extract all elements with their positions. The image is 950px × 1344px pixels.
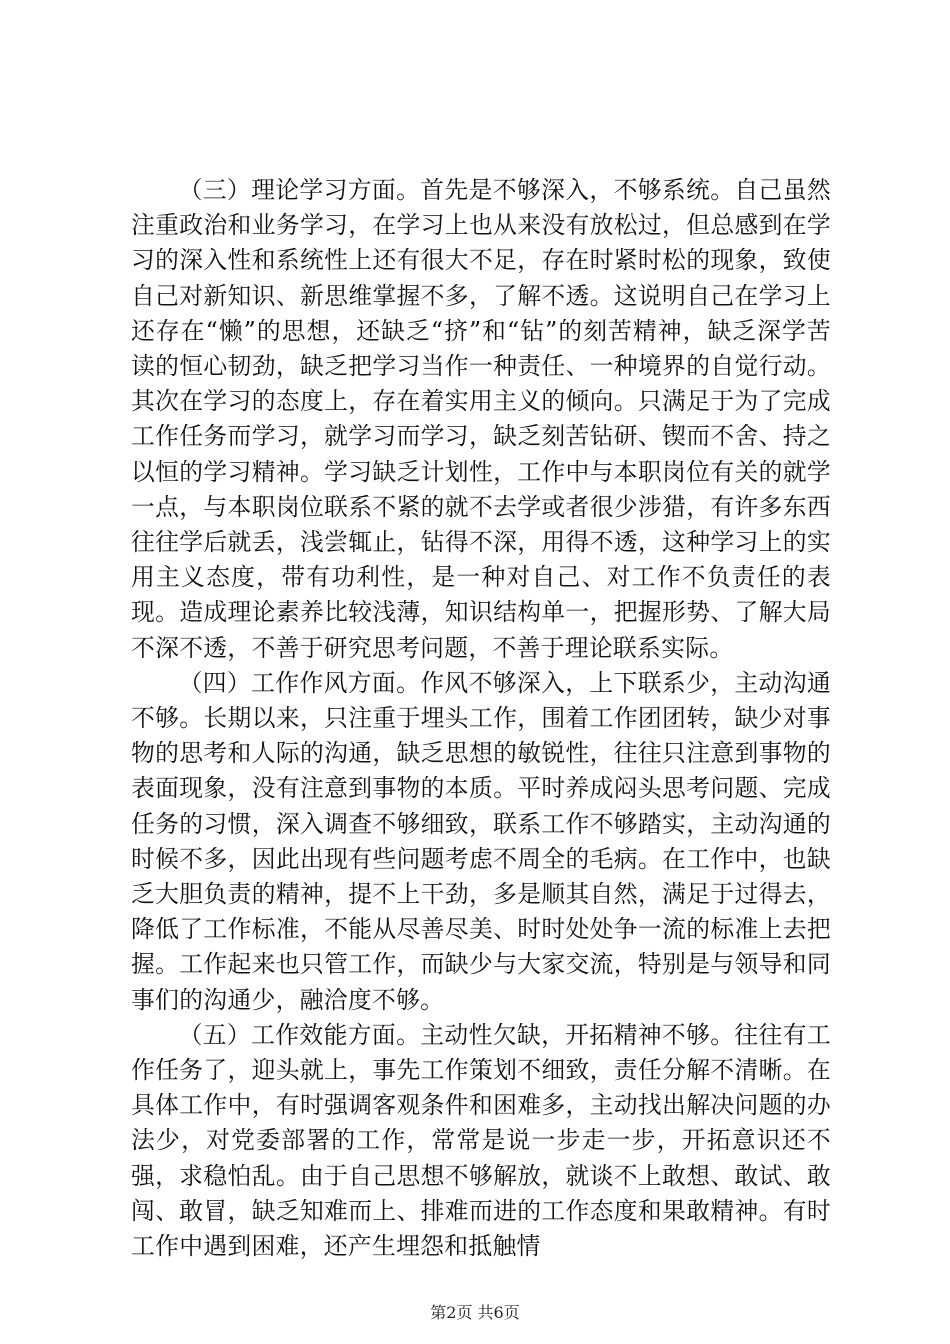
document-body [131,173,831,1264]
page-footer: 第2页 共6页 [430,1303,520,1322]
paragraph-work-efficiency: （五）工作效能方面。主动性欠缺，开拓精神不够。往往有工作任务了，迎头就上，事先工作策划不细致，责任分解不清晰。在具体工作中，有时强调客观条件和困难多，主动找出解决问题的办法少，对党委部署的工作，常常是说一步走一步，开拓意识还不强，求稳怕乱。由于自己思想不够解放，就谈不上敢想、敢试、敢闯、敢冒，缺乏知难而上、排难而进的工作态度和果敢精神。有时工作中遇到困难，还产生埋怨和抵触情 [131,1020,831,1261]
paragraph-theory-study: （三）理论学习方面。首先是不够深入，不够系统。自己虽然注重政治和业务学习，在学习上也从来没有放松过，但总感到在学习的深入性和系统性上还有很大不足，存在时紧时松的现象，致使自己对新知识、新思维掌握不多，了解不透。这说明自己在学习上还存在“懒”的思想，还缺乏“挤”和“钻”的刻苦精神，缺乏深学苦读的恒心韧劲，缺乏把学习当作一种责任、一种境界的自觉行动。其次在学习的态度上，存在着实用主义的倾向。只满足于为了完成工作任务而学习，就学习而学习，缺乏刻苦钻研、锲而不舍、持之以恒的学习精神。学习缺乏计划性，工作中与本职岗位有关的就学一点，与本职岗位联系不紧的就不去学或者很少涉猎，有许多东西往往学后就丢，浅尝辄止，钻得不深，用得不透，这种学习上的实用主义态度，带有功利性，是一种对自己、对工作不负责任的表现。造成理论素养比较浅薄，知识结构单一，把握形势、了解大局不深不透，不善于研究思考问题，不善于理论联系实际。 [131,176,831,662]
paragraph-work-style: （四）工作作风方面。作风不够深入，上下联系少，主动沟通不够。长期以来，只注重于埋头工作，围着工作团团转，缺少对事物的思考和人际的沟通，缺乏思想的敏锐性，往往只注意到事物的表面现象，没有注意到事物的本质。平时养成闷头思考问题、完成任务的习惯，深入调查不够细致，联系工作不够踏实，主动沟通的时候不多，因此出现有些问题考虑不周全的毛病。在工作中，也缺乏大胆负责的精神，提不上干劲，多是顺其自然，满足于过得去，降低了工作标准，不能从尽善尽美、时时处处争一流的标准上去把握。工作起来也只管工作，而缺少与大家交流，特别是与领导和同事们的沟通少，融洽度不够。 [131,668,831,1014]
